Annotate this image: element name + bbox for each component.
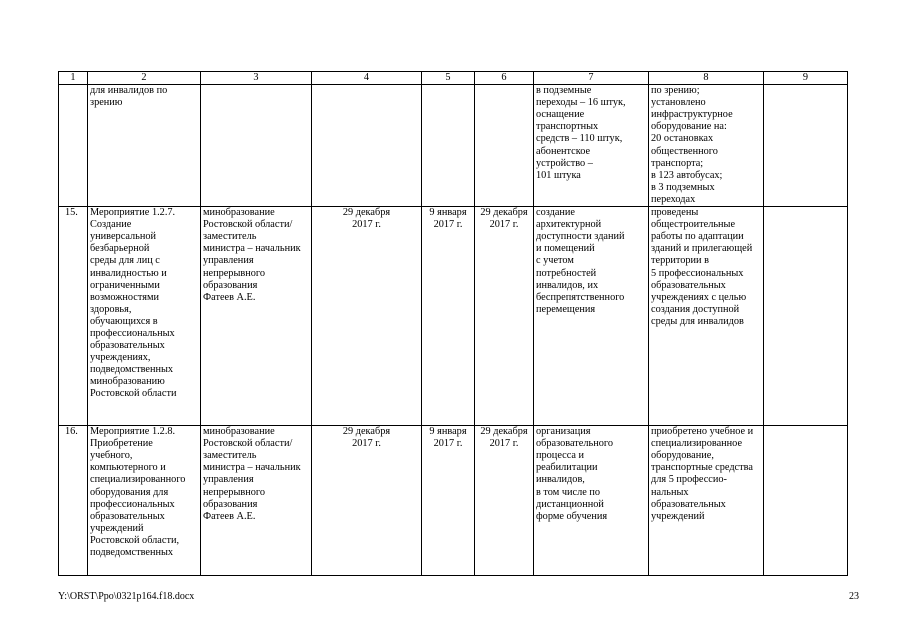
actual-result-cell: проведены общестроительные работы по адаптации зданий и прилегающей территории в 5 профессиональных образовательных учреждениях с целью создания доступной среды для инвалидов xyxy=(649,207,764,426)
table-row xyxy=(59,85,848,207)
table-row xyxy=(59,207,848,426)
column-number-4: 4 xyxy=(312,72,422,85)
column-number-2: 2 xyxy=(88,72,201,85)
report-table xyxy=(58,71,848,576)
notes-cell xyxy=(764,85,848,207)
column-number-5: 5 xyxy=(422,72,475,85)
footer-page-number: 23 xyxy=(849,591,859,602)
planned-date-cell xyxy=(312,85,422,207)
responsible-cell xyxy=(201,85,312,207)
column-number-7: 7 xyxy=(534,72,649,85)
footer-file-path: Y:\ORST\Ppo\0321p164.f18.docx xyxy=(58,591,195,602)
responsible-cell: минобразование Ростовской области/ заместитель министра – начальник управления непрерывного образования Фатеев А.Е. xyxy=(201,426,312,576)
column-number-8: 8 xyxy=(649,72,764,85)
expected-result-cell: создание архитектурной доступности зданий и помещений с учетом потребностей инвалидов, их беспрепятственного перемещения xyxy=(534,207,649,426)
planned-date-cell: 29 декабря 2017 г. xyxy=(312,207,422,426)
end-date-cell xyxy=(475,85,534,207)
column-number-1: 1 xyxy=(59,72,88,85)
activity-name-cell: Мероприятие 1.2.7. Создание универсальной безбарьерной среды для лиц с инвалидностью и ограниченными возможностями здоровья, обучающихся в профессиональных образовательных учреждениях, подведомственных минобразованию Ростовской области xyxy=(88,207,201,426)
row-number-cell: 16. xyxy=(59,426,88,576)
row-number-cell xyxy=(59,85,88,207)
responsible-cell: минобразование Ростовской области/ заместитель министра – начальник управления непрерывного образования Фатеев А.Е. xyxy=(201,207,312,426)
start-date-cell: 9 января 2017 г. xyxy=(422,426,475,576)
column-number-3: 3 xyxy=(201,72,312,85)
start-date-cell xyxy=(422,85,475,207)
planned-date-cell: 29 декабря 2017 г. xyxy=(312,426,422,576)
table-row xyxy=(59,426,848,576)
start-date-cell: 9 января 2017 г. xyxy=(422,207,475,426)
actual-result-cell: по зрению; установлено инфраструктурное оборудование на: 20 остановках общественного транспорта; в 123 автобусах; в 3 подземных переходах xyxy=(649,85,764,207)
actual-result-cell: приобретено учебное и специализированное оборудование, транспортные средства для 5 профессио- нальных образовательных учреждений xyxy=(649,426,764,576)
activity-name-cell: Мероприятие 1.2.8. Приобретение учебного, компьютерного и специализированного оборудования для профессиональных образовательных учреждений Ростовской области, подведомственных xyxy=(88,426,201,576)
column-number-6: 6 xyxy=(475,72,534,85)
notes-cell xyxy=(764,426,848,576)
row-number-cell: 15. xyxy=(59,207,88,426)
expected-result-cell: организация образовательного процесса и реабилитации инвалидов, в том числе по дистанционной форме обучения xyxy=(534,426,649,576)
end-date-cell: 29 декабря 2017 г. xyxy=(475,426,534,576)
column-number-9: 9 xyxy=(764,72,848,85)
expected-result-cell: в подземные переходы – 16 штук, оснащение транспортных средств – 110 штук, абонентское устройство – 101 штука xyxy=(534,85,649,207)
notes-cell xyxy=(764,207,848,426)
activity-name-cell: для инвалидов по зрению xyxy=(88,85,201,207)
end-date-cell: 29 декабря 2017 г. xyxy=(475,207,534,426)
table-header-row xyxy=(59,72,848,85)
